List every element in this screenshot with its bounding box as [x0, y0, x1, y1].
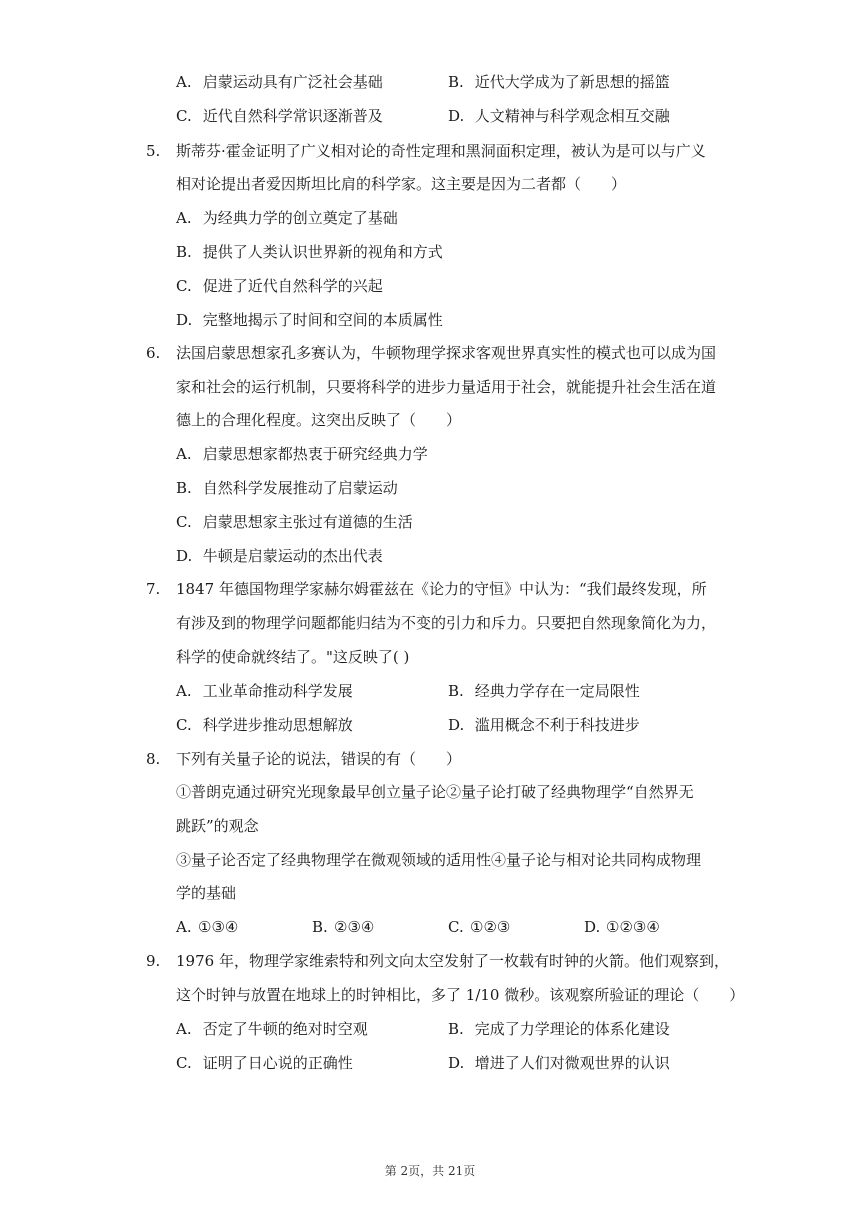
option-text: 启蒙运动具有广泛社会基础	[202, 73, 383, 91]
option-text: 完整地揭示了时间和空间的本质属性	[202, 311, 443, 329]
q5-option-c	[176, 276, 383, 296]
q6-option-d	[176, 546, 383, 566]
q9-option-b	[448, 1019, 670, 1039]
question-stem-line: 有涉及到的物理学问题都能归结为不变的引力和斥力。只要把自然现象简化为力，	[176, 614, 717, 632]
q5-option-d	[176, 310, 443, 330]
option-text: ①②③	[470, 918, 511, 936]
question-number: 9.	[146, 952, 161, 970]
option-letter: C.	[176, 513, 192, 531]
option-letter: C.	[176, 277, 192, 295]
option-letter: B.	[448, 1020, 464, 1038]
question-stem-line: 德上的合理化程度。这突出反映了（ ）	[176, 411, 462, 429]
option-letter: D.	[448, 107, 465, 125]
option-text: 自然科学发展推动了启蒙运动	[202, 479, 398, 497]
option-text: 启蒙思想家都热衷于研究经典力学	[202, 445, 428, 463]
option-letter: A.	[176, 73, 192, 91]
question-stem-line: 相对论提出者爱因斯坦比肩的科学家。这主要是因为二者都（ ）	[176, 175, 627, 193]
q4-option-a	[176, 72, 383, 92]
option-text: 否定了牛顿的绝对时空观	[202, 1020, 368, 1038]
option-letter: A.	[176, 1020, 192, 1038]
q5-option-b	[176, 242, 443, 262]
q9-option-a	[176, 1019, 368, 1039]
option-letter: C.	[176, 1054, 192, 1072]
option-text: 提供了人类认识世界新的视角和方式	[202, 243, 443, 261]
option-letter: A.	[176, 682, 192, 700]
option-letter: B.	[176, 479, 192, 497]
question-number: 7.	[146, 580, 161, 598]
option-letter: B.	[176, 243, 192, 261]
q6-option-b	[176, 478, 398, 498]
q7-option-b	[448, 681, 640, 701]
page-footer: 第 2页，共 21页	[384, 1164, 476, 1178]
option-letter: B.	[312, 918, 328, 936]
option-text: ①②③④	[606, 918, 660, 936]
option-letter: C.	[448, 918, 464, 936]
question-stem-line: 1976 年，物理学家维索特和列文向太空发射了一枚载有时钟的火箭。他们观察到，	[176, 952, 729, 970]
q4-option-d	[448, 106, 670, 126]
option-text: 启蒙思想家主张过有道德的生活	[202, 513, 413, 531]
question-stem-line: ③量子论否定了经典物理学在微观领域的适用性④量子论与相对论共同构成物理	[176, 851, 702, 869]
option-text: 科学进步推动思想解放	[202, 716, 353, 734]
q7-option-c	[176, 715, 353, 735]
option-text: 近代大学成为了新思想的摇篮	[474, 73, 670, 91]
option-letter: A.	[176, 209, 192, 227]
q7-option-d	[448, 715, 640, 735]
option-text: 滥用概念不利于科技进步	[474, 716, 640, 734]
option-letter: D.	[448, 1054, 465, 1072]
option-letter: D.	[584, 918, 601, 936]
question-stem-line: 跳跃”的观念	[176, 817, 259, 835]
option-letter: C.	[176, 716, 192, 734]
question-stem-line: ①普朗克通过研究光现象最早创立量子论②量子论打破了经典物理学“自然界无	[176, 783, 694, 801]
q6-option-a	[176, 444, 428, 464]
question-stem-line: 这个时钟与放置在地球上的时钟相比，多了 1/10 微秒。该观察所验证的理论（ ）	[176, 986, 745, 1004]
option-letter: B.	[448, 73, 464, 91]
question-stem-line: 下列有关量子论的说法，错误的有（ ）	[176, 750, 462, 768]
option-letter: B.	[448, 682, 464, 700]
option-letter: D.	[448, 716, 465, 734]
question-stem-line: 斯蒂芬·霍金证明了广义相对论的奇性定理和黑洞面积定理，被认为是可以与广义	[176, 142, 706, 160]
option-letter: D.	[176, 547, 193, 565]
question-stem-line: 科学的使命就终结了。"这反映了( )	[176, 648, 410, 666]
option-text: 牛顿是启蒙运动的杰出代表	[202, 547, 383, 565]
option-text: 增进了人们对微观世界的认识	[474, 1054, 670, 1072]
option-text: 近代自然科学常识逐渐普及	[202, 107, 383, 125]
option-text: 证明了日心说的正确性	[202, 1054, 353, 1072]
q9-option-d	[448, 1053, 670, 1073]
option-text: 为经典力学的创立奠定了基础	[202, 209, 398, 227]
q8-option-c	[448, 917, 510, 937]
option-letter: A.	[176, 445, 192, 463]
q4-option-c	[176, 106, 383, 126]
option-text: ②③④	[334, 918, 375, 936]
q7-option-a	[176, 681, 353, 701]
q8-option-a	[176, 917, 238, 937]
question-number: 8.	[146, 750, 161, 768]
q6-option-c	[176, 512, 413, 532]
option-letter: D.	[176, 311, 193, 329]
option-letter: A.	[176, 918, 192, 936]
q8-option-b	[312, 917, 374, 937]
q9-option-c	[176, 1053, 353, 1073]
option-text: ①③④	[198, 918, 239, 936]
q4-option-b	[448, 72, 670, 92]
question-number: 5.	[146, 142, 161, 160]
question-stem-line: 1847 年德国物理学家赫尔姆霍兹在《论力的守恒》中认为：“我们最终发现，所	[176, 580, 707, 598]
option-letter: C.	[176, 107, 192, 125]
question-number: 6.	[146, 344, 161, 362]
question-stem-line: 学的基础	[176, 884, 237, 902]
q8-option-d	[584, 917, 660, 937]
option-text: 经典力学存在一定局限性	[474, 682, 640, 700]
option-text: 促进了近代自然科学的兴起	[202, 277, 383, 295]
question-stem-line: 法国启蒙思想家孔多赛认为，牛顿物理学探求客观世界真实性的模式也可以成为国	[176, 344, 717, 362]
option-text: 工业革命推动科学发展	[202, 682, 353, 700]
option-text: 完成了力学理论的体系化建设	[474, 1020, 670, 1038]
question-stem-line: 家和社会的运行机制，只要将科学的进步力量适用于社会，就能提升社会生活在道	[176, 378, 717, 396]
q5-option-a	[176, 208, 398, 228]
option-text: 人文精神与科学观念相互交融	[474, 107, 670, 125]
